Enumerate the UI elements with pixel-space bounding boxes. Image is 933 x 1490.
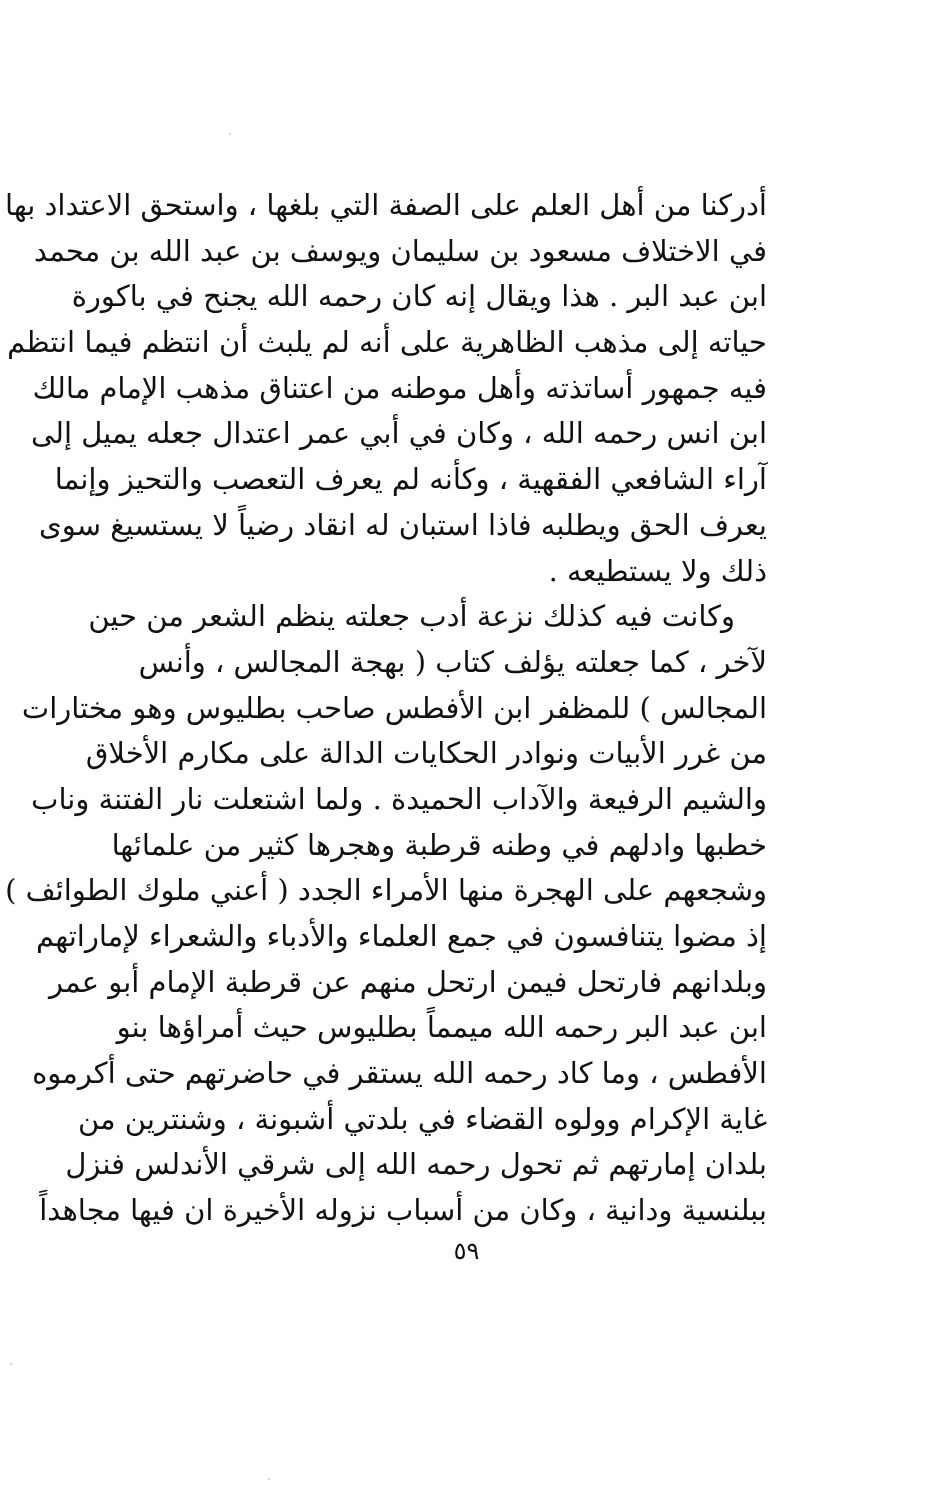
page-number: ٥٩ xyxy=(453,1237,480,1265)
paragraph-end-line: ذلك ولا يستطيعه . xyxy=(548,553,767,588)
paragraph-start-line: وكانت فيه كذلك نزعة أدب جعلته ينظم الشعر من حين xyxy=(88,599,735,634)
text-line: المجالس ) للمظفر ابن الأفطس صاحب بطليوس وهو مختارات xyxy=(21,690,767,725)
text-line: حياته إلى مذهب الظاهرية على أنه لم يلبث أن انتظم فيما انتظم xyxy=(7,325,767,360)
scan-speck xyxy=(10,1363,12,1365)
text-line: وبلدانهم فارتحل فيمن ارتحل منهم عن قرطبة الإمام أبو عمر xyxy=(48,964,767,999)
text-line: ابن انس رحمه الله ، وكان في أبي عمر اعتدال جعله يميل إلى xyxy=(30,416,767,451)
text-line: وشجعهم على الهجرة منها الأمراء الجدد ( أعني ملوك الطوائف ) xyxy=(5,873,767,908)
text-line: أدركنا من أهل العلم على الصفة التي بلغها ، واستحق الاعتداد بها xyxy=(5,188,767,222)
text-line: فيه جمهور أساتذته وأهل موطنه من اعتناق مذهب الإمام مالك xyxy=(32,370,767,405)
text-line: في الاختلاف مسعود بن سليمان ويوسف بن عبد الله بن محمد xyxy=(33,233,767,268)
text-line: الأفطس ، وما كاد رحمه الله يستقر في حاضرتهم حتى أكرموه xyxy=(32,1056,767,1091)
scan-speck xyxy=(229,133,231,135)
body-text xyxy=(5,183,767,1234)
scan-speck xyxy=(268,1478,270,1480)
text-line: من غرر الأبيات ونوادر الحكايات الدالة على مكارم الأخلاق xyxy=(85,736,767,771)
text-line: ابن عبد البر رحمه الله ميمماً بطليوس حيث أمراؤها بنو xyxy=(116,1010,767,1045)
text-line: آراء الشافعي الفقهية ، وكأنه لم يعرف التعصب والتحيز وإنما xyxy=(54,462,767,497)
text-line: والشيم الرفيعة والآداب الحميدة . ولما اشتعلت نار الفتنة وناب xyxy=(31,781,767,816)
text-line: ابن عبد البر . هذا ويقال إنه كان رحمه الله يجنح في باكورة xyxy=(71,279,767,314)
text-line: غاية الإكرام وولوه القضاء في بلدتي أشبونة ، وشنترين من xyxy=(77,1101,767,1136)
text-line: إذ مضوا يتنافسون في جمع العلماء والأدباء والشعراء لإماراتهم xyxy=(36,919,767,953)
text-line: لآخر ، كما جعلته يؤلف كتاب ( بهجة المجالس ، وأنس xyxy=(138,644,767,679)
text-line: يعرف الحق ويطلبه فاذا استبان له انقاد رضياً لا يستسيغ سوى xyxy=(39,507,767,542)
text-line: خطبها وادلهم في وطنه قرطبة وهجرها كثير من علمائها xyxy=(111,827,767,862)
text-line: ببلنسية ودانية ، وكان من أسباب نزوله الأخيرة ان فيها مجاهداً xyxy=(39,1193,767,1228)
text-line: بلدان إمارتهم ثم تحول رحمه الله إلى شرقي الأندلس فنزل xyxy=(65,1147,767,1182)
